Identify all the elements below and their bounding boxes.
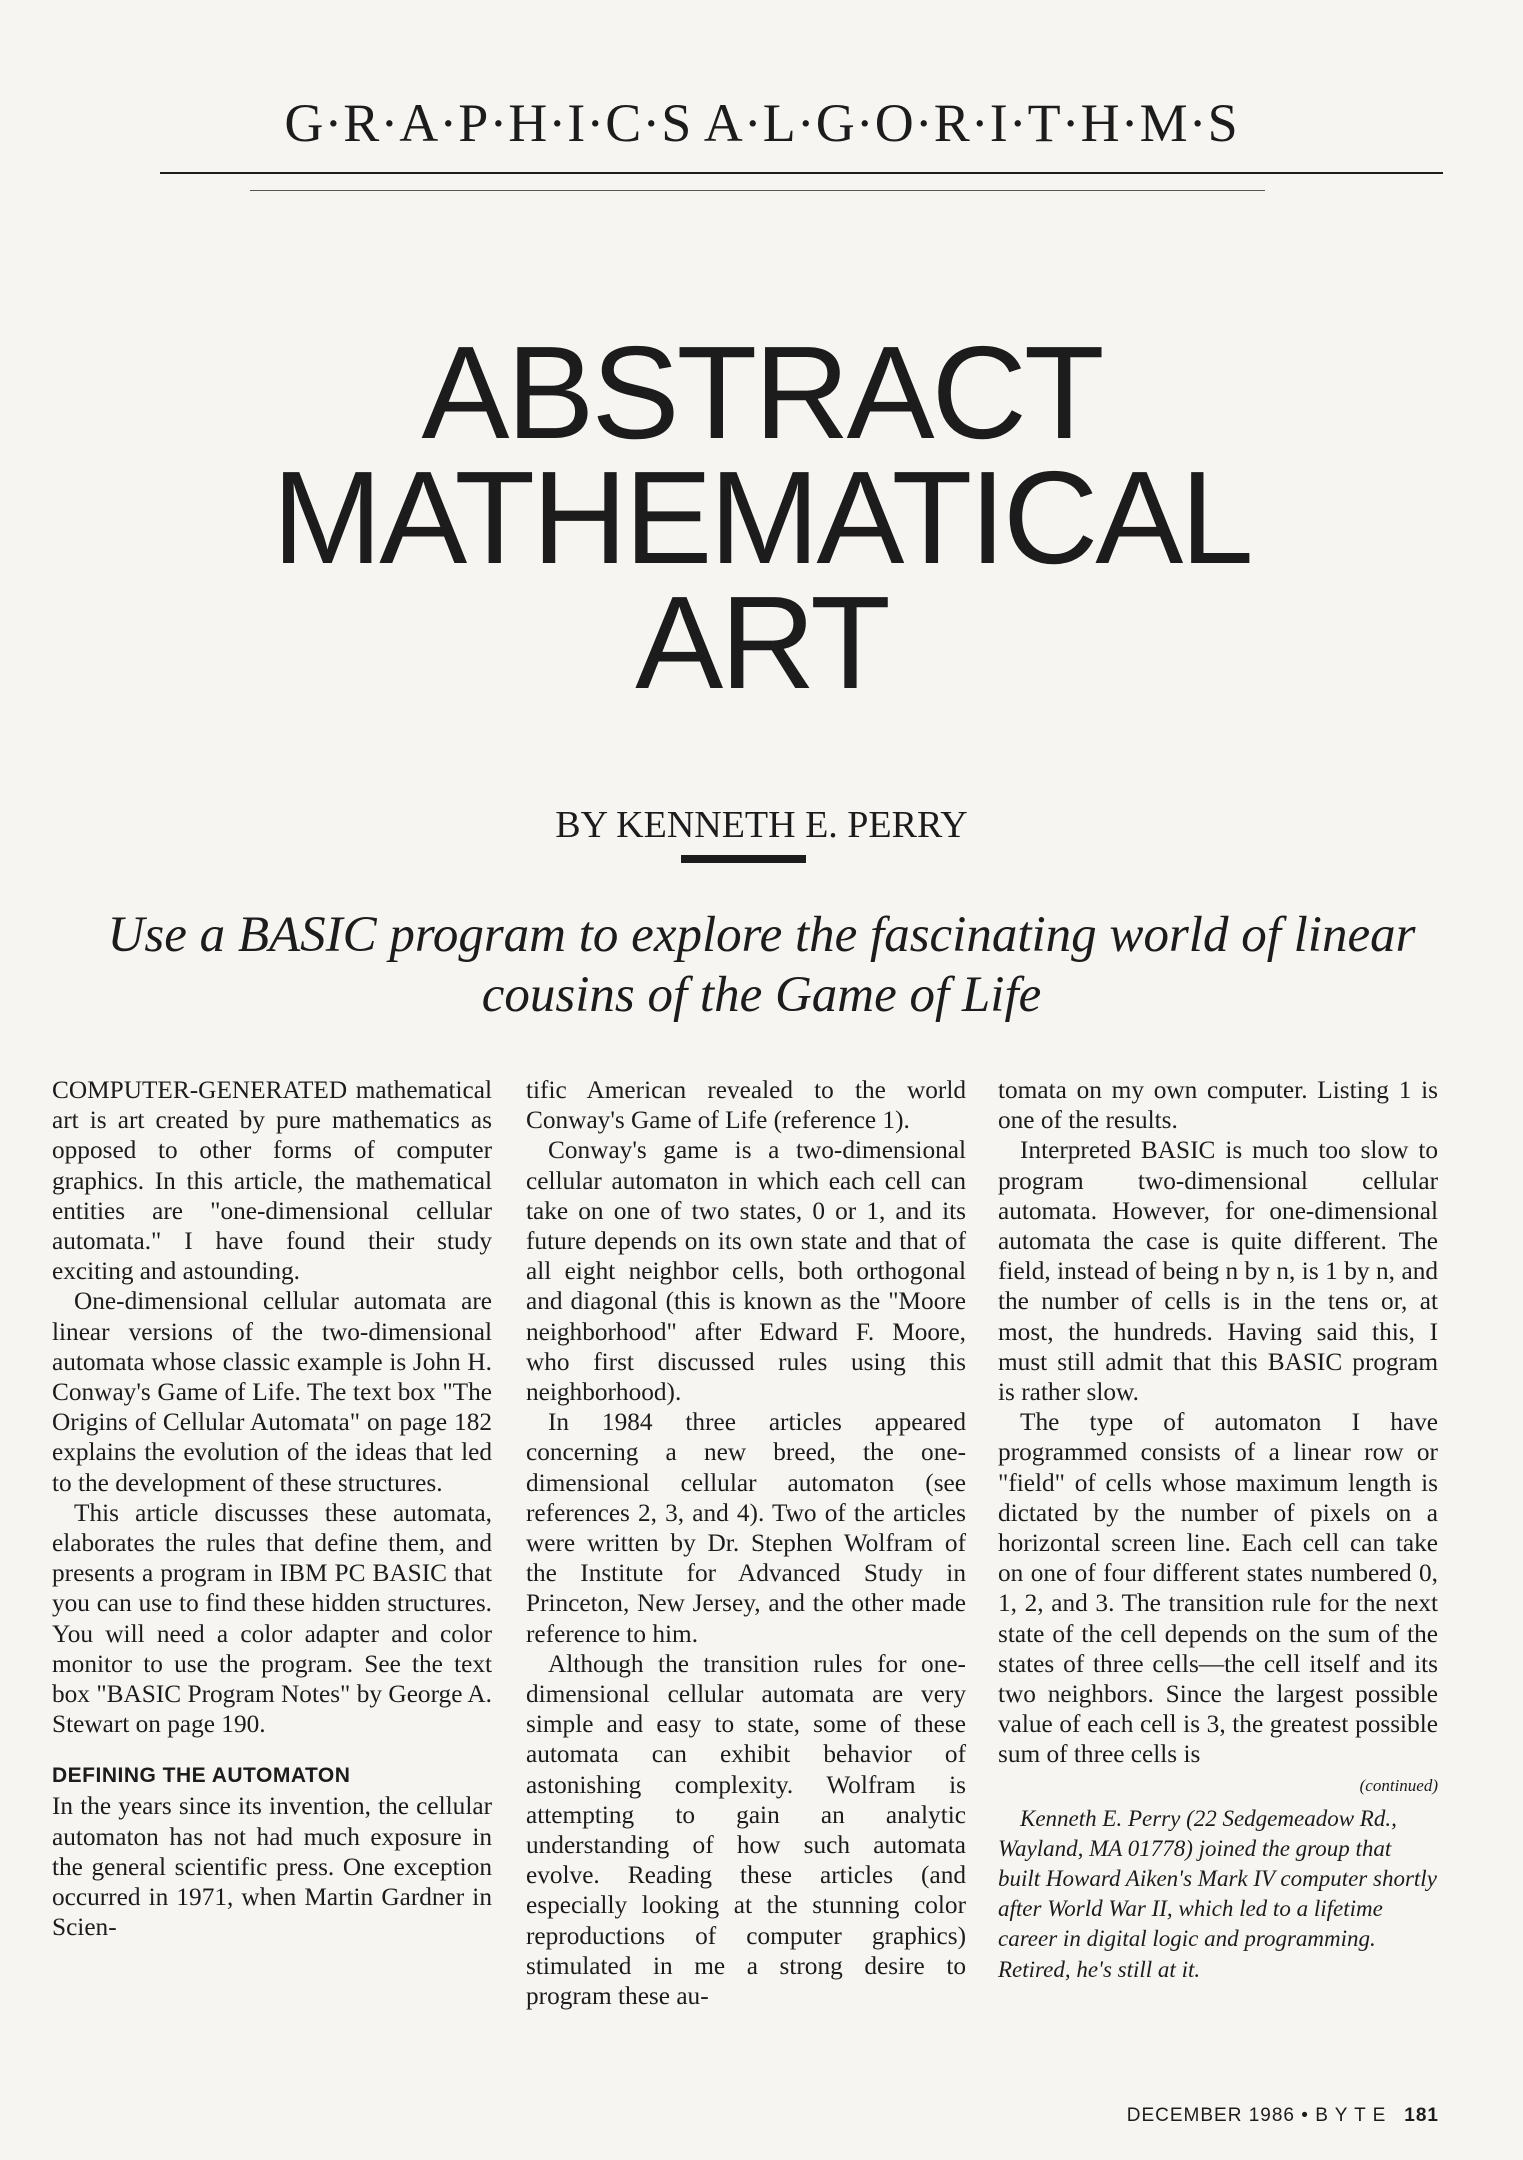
column-1	[52, 1075, 492, 1942]
header-subrule	[250, 190, 1265, 191]
title-line-2: MATHEMATICAL	[272, 444, 1251, 591]
column-2	[526, 1075, 966, 2011]
col2-paragraph-3: In 1984 three articles appeared concerning a new breed, the one-dimensional cellular automaton (see references 2, 3, and 4). Two of the articles were written by Dr. Stephen Wolfram of the Institute for Advanced Study in Princeton, New Jersey, and the other made reference to him.	[526, 1408, 966, 1648]
page-footer	[1127, 2105, 1439, 2127]
col1-paragraph-4: In the years since its invention, the cellular automaton has not had much exposure in the general scientific press. One exception occurred in 1971, when Martin Gardner in Scien-	[52, 1792, 492, 1942]
column-3	[998, 1075, 1438, 1985]
col3-paragraph-2: Interpreted BASIC is much too slow to program two-dimensional cellular automata. However, for one-dimensional automata the case is quite different. The field, instead of being n by n, is 1 by n, and the number of cells is in the tens or, at most, the hundreds. Having said this, I must still admit that this BASIC program is rather slow.	[998, 1136, 1438, 1407]
issue-label: DECEMBER 1986 • B Y T E	[1126, 2105, 1387, 2126]
continued-note: (continued)	[1359, 1775, 1438, 1795]
col1-paragraph-2: One-dimensional cellular automata are linear versions of the two-dimensional automata whose classic example is John H. Conway's Game of Life. The text box "The Origins of Cellular Automata" on page 182 explains the evolution of the ideas that led to the development of these structures.	[52, 1287, 492, 1497]
col1-paragraph-1: COMPUTER-GENERATED mathematical art is art created by pure mathematics as opposed to other forms of computer graphics. In this article, the mathematical entities are "one-dimensional cellular automata." I have found their study exciting and astounding.	[52, 1076, 492, 1286]
byline-rule	[681, 855, 806, 863]
page-number: 181	[1404, 2105, 1439, 2126]
article-subtitle: Use a BASIC program to explore the fascinating world of linear cousins of the Game of Life	[107, 907, 1416, 1023]
header-rule	[160, 172, 1443, 174]
section-heading: G·R·A·P·H·I·C·S A·L·G·O·R·I·T·H·M·S	[284, 93, 1239, 153]
col2-paragraph-4: Although the transition rules for one-dimensional cellular automata are very simple and easy to state, some of these automata can exhibit behavior of astonishing complexity. Wolfram is attempting to gain an analytic understanding of how such automata evolve. Reading these articles (and especially looking at the stunning color reproductions of computer graphics) stimulated in me a strong desire to program these au-	[526, 1649, 966, 2011]
title-line-3: ART	[635, 569, 888, 716]
col2-paragraph-1: tific American revealed to the world Conway's Game of Life (reference 1).	[526, 1076, 966, 1135]
col2-paragraph-2: Conway's game is a two-dimensional cellular automaton in which each cell can take on one of two states, 0 or 1, and its future depends on its own state and that of all eight neighbor cells, both orthogonal and diagonal (this is known as the "Moore neighborhood" after Edward F. Moore, who first discussed rules using this neighborhood).	[526, 1136, 966, 1407]
byline	[0, 806, 1523, 844]
article-title	[0, 319, 1523, 716]
byline-text: BY KENNETH E. PERRY	[555, 804, 968, 846]
title-line-1: ABSTRACT	[421, 319, 1102, 466]
author-bio: Kenneth E. Perry (22 Sedgemeadow Rd., Wayland, MA 01778) joined the group that built Howard Aiken's Mark IV computer shortly after World War II, which led to a lifetime career in digital logic and programming. Retired, he's still at it.	[998, 1805, 1437, 1982]
col3-paragraph-3: The type of automaton I have programmed consists of a linear row or "field" of cells whose maximum length is dictated by the number of pixels on a horizontal screen line. Each cell can take on one of four different states numbered 0, 1, 2, and 3. The transition rule for the next state of the cell depends on the sum of the states of three cells—the cell itself and its two neighbors. Since the largest possible value of each cell is 3, the greatest possible sum of three cells is	[998, 1408, 1438, 1769]
col3-paragraph-1: tomata on my own computer. Listing 1 is one of the results.	[998, 1076, 1438, 1135]
section-heading-defining: DEFINING THE AUTOMATON	[52, 1764, 351, 1788]
col1-paragraph-3: This article discusses these automata, elaborates the rules that define them, and presents a program in IBM PC BASIC that you can use to find these hidden structures. You will need a color adapter and color monitor to use the program. See the text box "BASIC Program Notes" by George A. Stewart on page 190.	[52, 1498, 492, 1739]
